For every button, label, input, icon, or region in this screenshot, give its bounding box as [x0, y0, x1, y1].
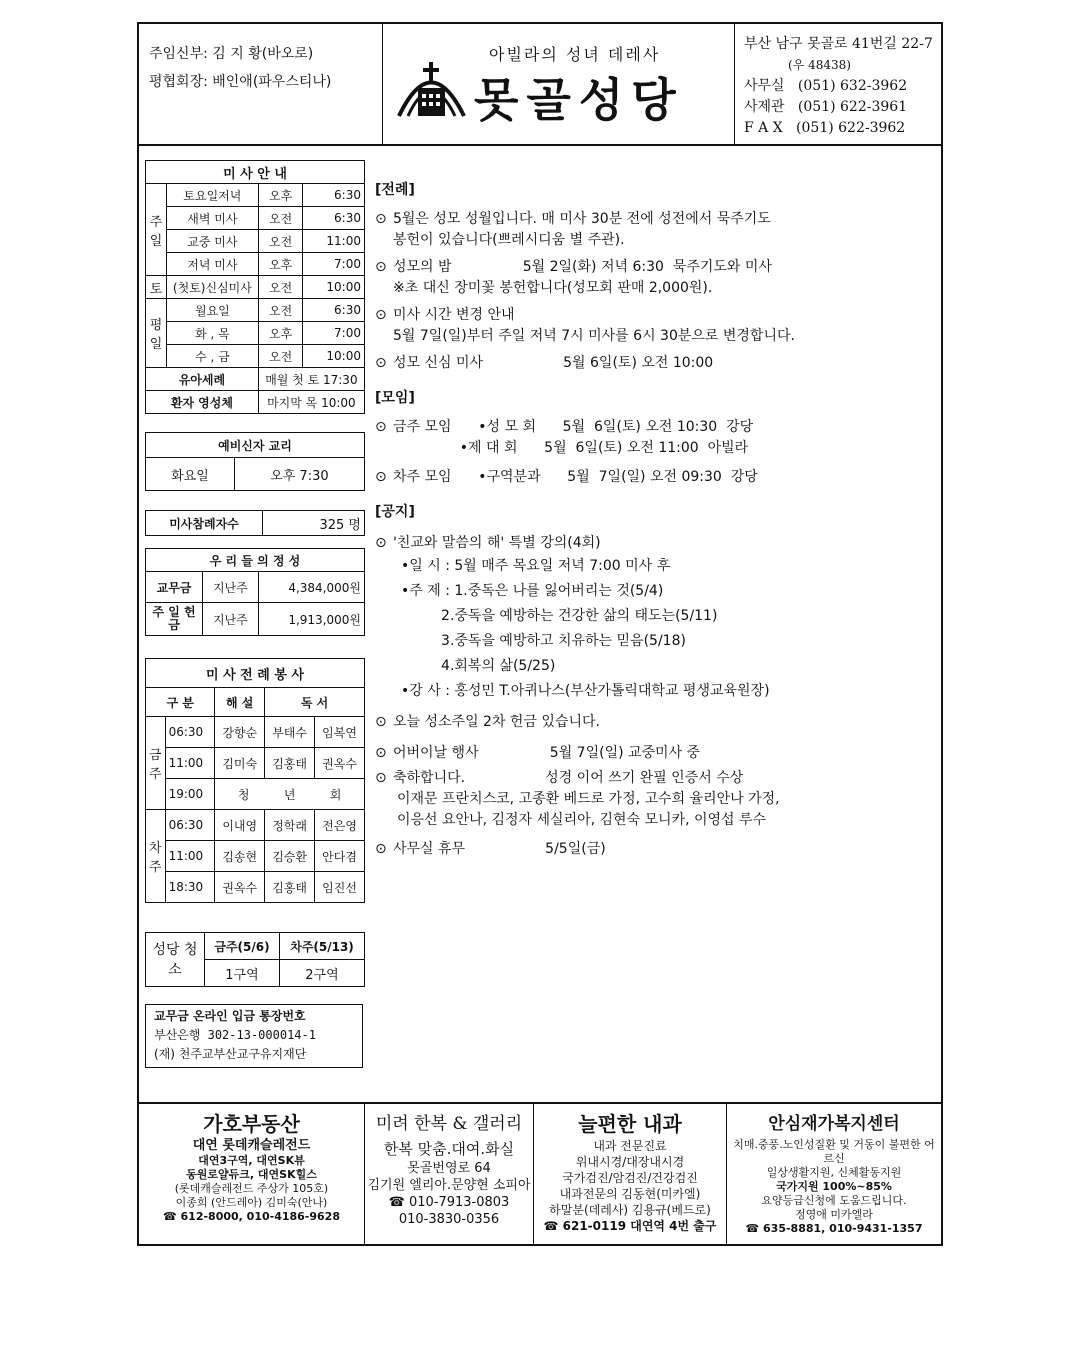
- ad-title: 늘편한 내과: [578, 1112, 682, 1136]
- offering-when: 지난주: [203, 603, 259, 636]
- mass-name: 토요일저녁: [167, 184, 259, 207]
- fax: F A X (051) 622-3962: [744, 120, 906, 136]
- mass-ampm: 오전: [258, 276, 303, 299]
- award-names: 이재문 프란치스코, 고종환 베드로 가정, 고수희 율리안나 가정,: [397, 791, 780, 807]
- liturgy-text: ⊙ 5월은 성모 성월입니다. 매 미사 30분 전에 성전에서 묵주기도: [393, 211, 771, 227]
- attendance-label: 미사참례자수: [146, 511, 263, 536]
- mass-time: 6:30: [303, 299, 365, 322]
- ad-line: 국가검진/암검진/건강검진: [562, 1171, 698, 1185]
- attendance-box: [145, 510, 365, 536]
- mass-name: 월요일: [167, 299, 259, 322]
- service-reader: 부태수: [265, 717, 315, 748]
- service-commentator: 김송현: [215, 841, 265, 872]
- ad-title: 미려 한복 & 갤러리: [375, 1114, 523, 1134]
- pastor: 주임신부: 김 지 황(바오로): [149, 46, 314, 62]
- mass-time: 11:00: [303, 230, 365, 253]
- mass-ampm: 오후: [258, 253, 303, 276]
- ad-line: 국가지원 100%~85%: [776, 1180, 892, 1193]
- office-phone: 사무실 (051) 632-3962: [744, 78, 908, 94]
- service-time: 11:00: [165, 748, 215, 779]
- council-head: 평협회장: 배인애(파우스티나): [149, 74, 332, 90]
- mass-time: 7:00: [303, 322, 365, 345]
- service-head-reading: 독 서: [265, 688, 365, 717]
- notice-item: ⊙ 축하합니다. 성경 이어 쓰기 완필 인증서 수상: [375, 768, 935, 789]
- sunday-label: 주일: [146, 184, 167, 276]
- ad-line: 대연 롯데캐슬레전드: [192, 1138, 311, 1153]
- catechumen-box: [145, 432, 365, 491]
- saturday-label: 토: [146, 276, 167, 299]
- service-title: 미 사 전 례 봉 사: [146, 659, 365, 688]
- infant-baptism-label: 유아세례: [146, 368, 259, 391]
- catechumen-title: 예비신자 교리: [146, 433, 365, 458]
- ad-line: 동원로얄듀크, 대연SK힐스: [186, 1168, 317, 1181]
- meeting-title: [모임]: [375, 390, 415, 406]
- sick-communion-value: 마지막 목 10:00: [258, 391, 364, 414]
- mass-time: 10:00: [303, 276, 365, 299]
- mass-ampm: 오전: [258, 207, 303, 230]
- cleaning-next-week: 2구역: [279, 960, 364, 987]
- service-reader: 임복연: [315, 717, 365, 748]
- service-time: 18:30: [165, 872, 215, 903]
- mass-name: 화 , 목: [167, 322, 259, 345]
- ad-line: ☎ 621-0119 대연역 4번 출구: [543, 1219, 717, 1233]
- liturgy-text: ※초 대신 장미꽃 봉헌합니다(성모회 판매 2,000원).: [393, 280, 713, 296]
- mass-ampm: 오후: [258, 184, 303, 207]
- mass-name: 저녁 미사: [167, 253, 259, 276]
- notice-item: ⊙ 오늘 성소주일 2차 헌금 있습니다.: [375, 712, 935, 733]
- header-left: [149, 40, 331, 96]
- service-commentator: 권옥수: [215, 872, 265, 903]
- next-week-label: 차주: [146, 810, 166, 903]
- liturgy-text: ⊙ 성모의 밤 5월 2일(화) 저녁 6:30 묵주기도와 미사: [393, 259, 772, 275]
- ad-line: 하말분(데레사) 김용규(베드로): [549, 1203, 711, 1217]
- lecture-line: •주 제 : 1.중독은 나를 잃어버리는 것(5/4): [401, 583, 664, 599]
- ad-line: 김기원 엘리아.문양현 소피아: [367, 1178, 531, 1193]
- mass-name: 새벽 미사: [167, 207, 259, 230]
- offering-label: 주 일 헌 금: [146, 603, 203, 636]
- divider: [734, 24, 735, 144]
- notice-title: [공지]: [375, 504, 415, 520]
- service-time: 06:30: [165, 810, 215, 841]
- divider: [382, 24, 383, 144]
- cleaning-this-week: 1구역: [205, 960, 280, 987]
- ad-line: 내과전문의 김동현(미카엘): [559, 1187, 701, 1201]
- ad-title: 가호부동산: [203, 1112, 300, 1136]
- bank-account-box: [145, 1004, 363, 1068]
- offering-title: 우 리 들 의 정 성: [146, 549, 365, 572]
- ad-line: ☎ 635-8881, 010-9431-1357: [745, 1222, 923, 1235]
- mass-name: (첫토)신심미사: [167, 276, 259, 299]
- service-reader: 임진선: [315, 872, 365, 903]
- header-contact: [744, 34, 933, 139]
- mass-title: 미 사 안 내: [146, 161, 365, 184]
- lecture-line: •강 사 : 홍성민 T.아퀴나스(부산가톨릭대학교 평생교육원장): [401, 683, 770, 699]
- address: 부산 남구 못골로 41번길 22-7: [744, 36, 933, 52]
- ad-line: 치매.중풍.노인성질환 및 거동이 불편한 어르신: [733, 1138, 935, 1165]
- service-time: 06:30: [165, 717, 215, 748]
- sick-communion-label: 환자 영성체: [146, 391, 259, 414]
- offering-value: 4,384,000원: [258, 572, 364, 603]
- service-reader: 전은영: [315, 810, 365, 841]
- bank-account: 부산은행 302-13-000014-1: [154, 1028, 316, 1042]
- liturgy-text: 봉헌이 있습니다(쁘레시디움 별 주관).: [393, 232, 625, 248]
- attendance-value: 325 명: [263, 511, 365, 536]
- service-table: [145, 658, 365, 903]
- bulletin-frame: [137, 22, 943, 1246]
- liturgy-item: [375, 209, 935, 251]
- service-commentator: 김미숙: [215, 748, 265, 779]
- service-commentator: 강향순: [215, 717, 265, 748]
- ad-line: 010-3830-0356: [398, 1212, 500, 1227]
- mass-name: 교중 미사: [167, 230, 259, 253]
- church-subtitle: 아빌라의 성녀 데레사: [489, 45, 661, 64]
- lecture-details: [375, 554, 935, 704]
- meeting-item: ⊙ 차주 모임 •구역분과 5월 7일(일) 오전 09:30 강당: [375, 467, 935, 488]
- liturgy-item: [375, 257, 935, 299]
- church-title: 못골성당: [474, 73, 684, 127]
- liturgy-text: ⊙ 미사 시간 변경 안내: [393, 307, 515, 323]
- offering-value: 1,913,000원: [258, 603, 364, 636]
- mass-ampm: 오전: [258, 299, 303, 322]
- ad-line: 위내시경/대장내시경: [575, 1155, 685, 1169]
- service-head-commentary: 해 설: [215, 688, 265, 717]
- mass-ampm: 오전: [258, 345, 303, 368]
- ad-line: 정영애 미카엘라: [795, 1208, 873, 1221]
- mass-time: 10:00: [303, 345, 365, 368]
- ad-line: 이종희 (안드레아) 김미숙(안나): [175, 1196, 328, 1209]
- ad-line: ☎ 612-8000, 010-4186-9628: [162, 1210, 340, 1223]
- mass-time: 6:30: [303, 184, 365, 207]
- ad-line: 못골번영로 64: [407, 1161, 491, 1176]
- bank-holder: (재) 천주교부산교구유지재단: [154, 1047, 307, 1061]
- this-week-label: 금주: [146, 717, 166, 810]
- service-head-division: 구 분: [146, 688, 215, 717]
- ad-line: (롯데캐슬레전드 주상가 105호): [174, 1182, 329, 1195]
- infant-baptism-value: 매월 첫 토 17:30: [258, 368, 364, 391]
- mass-time: 7:00: [303, 253, 365, 276]
- ad-line: 일상생활지원, 신체활동지원: [766, 1166, 902, 1179]
- mass-ampm: 오후: [258, 322, 303, 345]
- lecture-line: •일 시 : 5월 매주 목요일 저녁 7:00 미사 후: [401, 558, 671, 574]
- ad-hanbok: [365, 1104, 533, 1246]
- liturgy-title: [전례]: [375, 182, 415, 198]
- ad-line: 한복 맞춤.대여.화실: [383, 1140, 515, 1158]
- liturgy-text: 5월 7일(일)부터 주일 저녁 7시 미사를 6시 30분으로 변경합니다.: [393, 328, 795, 344]
- ad-clinic: [534, 1104, 726, 1246]
- zip: (우 48438): [788, 58, 851, 72]
- service-time: 11:00: [165, 841, 215, 872]
- ad-line: 내과 전문진료: [593, 1139, 667, 1153]
- ad-welfare-center: [727, 1104, 941, 1246]
- service-reader: 김홍태: [265, 748, 315, 779]
- offering-label: 교무금: [146, 572, 203, 603]
- cleaning-table: [145, 932, 365, 987]
- service-reader: 권옥수: [315, 748, 365, 779]
- catechumen-time: 오후 7:30: [234, 458, 364, 491]
- lecture-line: 2.중독을 예방하는 건강한 삶의 태도는(5/11): [401, 608, 718, 624]
- mass-name: 수 , 금: [167, 345, 259, 368]
- ad-line: ☎ 010-7913-0803: [388, 1195, 510, 1210]
- service-reader: 김홍태: [265, 872, 315, 903]
- offering-when: 지난주: [203, 572, 259, 603]
- catechumen-day: 화요일: [146, 458, 235, 491]
- lecture-line: 3.중독을 예방하고 치유하는 믿음(5/18): [401, 633, 686, 649]
- service-time: 19:00: [165, 779, 215, 810]
- ad-title: 안심재가복지센터: [768, 1114, 900, 1134]
- award-names: 이응선 요안나, 김정자 세실리아, 김현숙 모니카, 이영섭 루수: [397, 812, 767, 828]
- mass-time: 6:30: [303, 207, 365, 230]
- meeting-item: •제 대 회 5월 6일(토) 오전 11:00 아빌라: [393, 440, 749, 456]
- lecture-line: 4.회복의 삶(5/25): [401, 658, 556, 674]
- cleaning-next-week-head: 차주(5/13): [279, 933, 364, 960]
- liturgy-item: [375, 305, 935, 347]
- offering-table: [145, 548, 365, 636]
- service-reader: 정학래: [265, 810, 315, 841]
- header-divider: [139, 144, 941, 146]
- mass-schedule-table: [145, 160, 365, 414]
- service-reader: 안다겸: [315, 841, 365, 872]
- weekday-label: 평일: [146, 299, 167, 368]
- meeting-item: ⊙ 금주 모임 •성 모 회 5월 6일(토) 오전 10:30 강당: [375, 417, 935, 438]
- cleaning-label: 성당 청소: [146, 933, 205, 987]
- notice-item: ⊙ 어버이날 행사 5월 7일(일) 교중미사 중: [375, 743, 935, 764]
- ad-real-estate: [139, 1104, 364, 1246]
- notice-item: ⊙ 사무실 휴무 5/5일(금): [375, 839, 935, 860]
- mass-ampm: 오전: [258, 230, 303, 253]
- ad-line: 요양등급신청에 도움드립니다.: [761, 1194, 907, 1207]
- service-youth: 청 년 회: [215, 779, 365, 810]
- cleaning-this-week-head: 금주(5/6): [205, 933, 280, 960]
- service-commentator: 이내영: [215, 810, 265, 841]
- bank-title: 교무금 온라인 입금 통장번호: [154, 1009, 306, 1023]
- service-reader: 김승환: [265, 841, 315, 872]
- liturgy-item: ⊙ 성모 신심 미사 5월 6일(토) 오전 10:00: [375, 353, 935, 374]
- notice-item: ⊙ '친교와 말씀의 해' 특별 강의(4회): [375, 533, 935, 554]
- ads-footer: [139, 1102, 941, 1246]
- church-logo-icon: [394, 54, 469, 119]
- ad-line: 대연3구역, 대연SK뷰: [198, 1154, 305, 1167]
- rectory-phone: 사제관 (051) 622-3961: [744, 99, 908, 115]
- announcements: [375, 174, 935, 860]
